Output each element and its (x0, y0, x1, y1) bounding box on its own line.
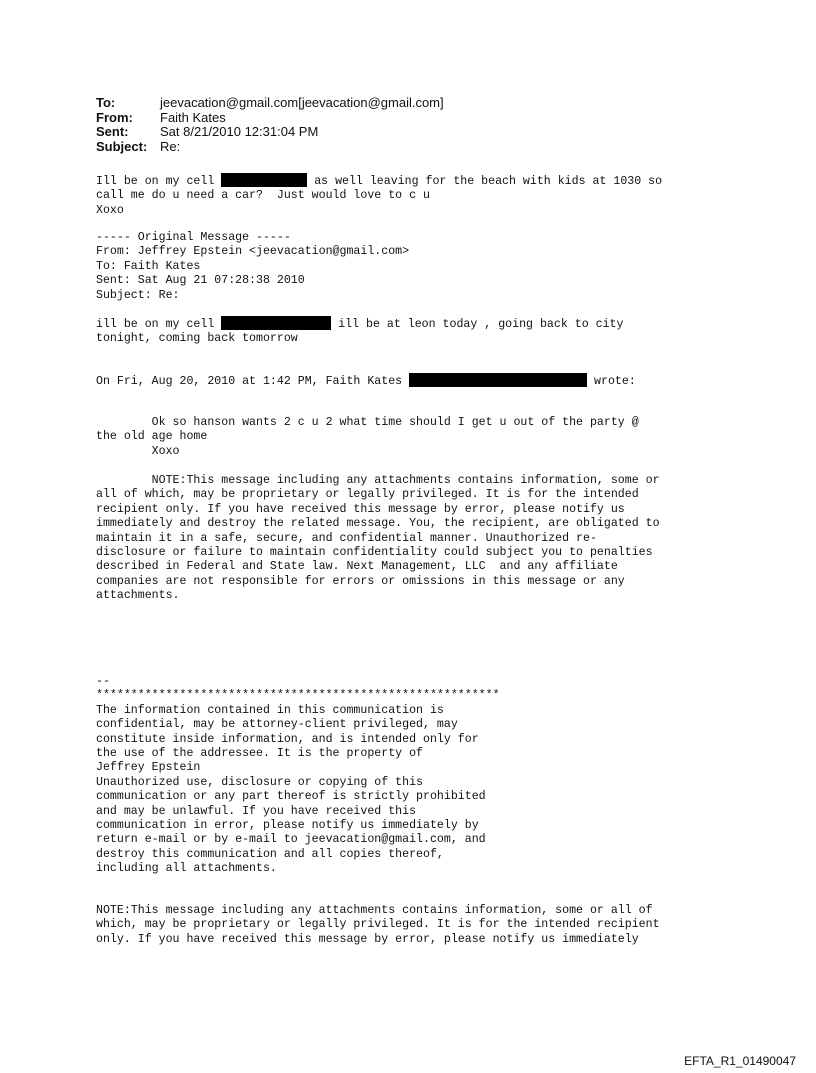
signature-dashes: -- (96, 675, 110, 688)
document-id: EFTA_R1_01490047 (684, 1054, 796, 1068)
note1-line: disclosure or failure to maintain confidentiality could subject you to penalties (96, 546, 653, 560)
note1-line: recipient only. If you have received this message by error, please notify us (96, 502, 625, 516)
to-row (96, 96, 444, 111)
subject-label: Subject: (96, 138, 148, 154)
signature-line: and may be unlawful. If you have received this (96, 804, 417, 818)
sent-label: Sent: (96, 124, 129, 139)
original-from: From: Jeffrey Epstein <jeevacation@gmail.com> (96, 245, 410, 259)
note1-line: immediately and destroy the related message. You, the recipient, are obligated to (96, 517, 660, 531)
quote-header-suffix: wrote: (587, 375, 636, 388)
note1-line: NOTE:This message including any attachments contains information, some or (96, 474, 660, 487)
to-label: To: (96, 95, 116, 110)
note1-line: described in Federal and State law. Next Management, LLC and any affiliate (96, 560, 618, 574)
epstein-line1-b: ill be at leon today , going back to city (331, 318, 624, 331)
quoted-line2: the old age home (96, 430, 208, 444)
signature-line: Unauthorized use, disclosure or copying of this (96, 775, 423, 789)
confidentiality-note-2 (96, 904, 660, 947)
signature-line: confidential, may be attorney-client privileged, may (96, 718, 458, 732)
signature-line: constitute inside information, and is intended only for (96, 732, 479, 746)
email-header (96, 96, 444, 154)
redaction-block (409, 373, 587, 387)
subject-row (96, 140, 444, 155)
sent-value: Sat 8/21/2010 12:31:04 PM (160, 124, 319, 139)
quote-header (96, 373, 636, 389)
reply-line2: call me do u need a car? Just would love to c u (96, 189, 430, 203)
reply-body (96, 173, 662, 218)
note1-line: attachments. (96, 589, 180, 603)
signature-line: communication or any part thereof is strictly prohibited (96, 790, 486, 804)
original-to: To: Faith Kates (96, 259, 201, 273)
signature-line: communication in error, please notify us immediately by (96, 819, 479, 833)
quote-header-prefix: On Fri, Aug 20, 2010 at 1:42 PM, Faith Kates (96, 375, 410, 388)
signature-line: Jeffrey Epstein (96, 761, 201, 775)
subject-value: Re: (160, 138, 181, 154)
note1-line: maintain it in a safe, secure, and confidential manner. Unauthorized re- (96, 531, 597, 545)
signature-line: return e-mail or by e-mail to jeevacation@gmail.com, and (96, 833, 486, 847)
epstein-line1-a: ill be on my cell (96, 318, 222, 331)
epstein-reply-body (96, 316, 623, 347)
note2-line: which, may be proprietary or legally privileged. It is for the intended recipient (96, 918, 660, 932)
original-message-header (96, 231, 409, 303)
epstein-line2: tonight, coming back tomorrow (96, 332, 298, 346)
redaction-block (221, 316, 331, 330)
signature-line: the use of the addressee. It is the property of (96, 747, 423, 761)
quoted-message (96, 416, 639, 459)
signature-line: destroy this communication and all copies thereof, (96, 847, 444, 861)
note2-line: only. If you have received this message by error, please notify us immediately (96, 932, 639, 946)
reply-line3: Xoxo (96, 203, 124, 217)
signature-line: including all attachments. (96, 862, 277, 876)
sent-row (96, 125, 444, 140)
to-value: jeevacation@gmail.com[jeevacation@gmail.com] (160, 95, 444, 110)
from-label: From: (96, 109, 133, 125)
reply-line1-a: Ill be on my cell (96, 175, 222, 188)
redaction-block (221, 173, 307, 187)
note1-line: companies are not responsible for errors or omissions in this message or any (96, 574, 625, 588)
quoted-line1: Ok so hanson wants 2 c u 2 what time should I get u out of the party @ (96, 416, 639, 429)
quoted-line3: Xoxo (96, 444, 180, 458)
note1-line: all of which, may be proprietary or legally privileged. It is for the intended (96, 488, 639, 502)
original-subject: Subject: Re: (96, 288, 180, 302)
reply-line1-b: as well leaving for the beach with kids at 1030 so (307, 175, 663, 188)
original-divider: ----- Original Message ----- (96, 231, 291, 244)
signature-stars: ********************************************************** (96, 689, 500, 703)
from-row (96, 111, 444, 126)
from-value: Faith Kates (160, 109, 226, 125)
original-sent: Sent: Sat Aug 21 07:28:38 2010 (96, 274, 305, 288)
note2-line: NOTE:This message including any attachments contains information, some or all of (96, 904, 653, 917)
confidentiality-note-1 (96, 474, 660, 604)
signature-line: The information contained in this communication is (96, 703, 444, 717)
signature-block (96, 675, 500, 877)
